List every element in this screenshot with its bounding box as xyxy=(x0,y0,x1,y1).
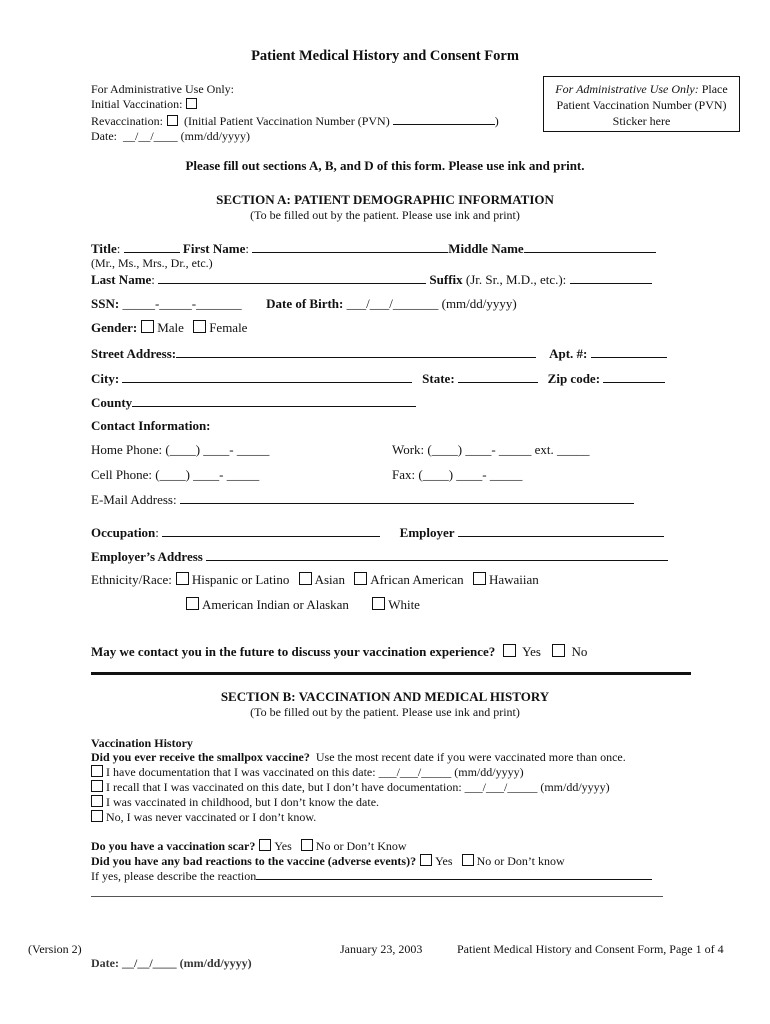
option-never: No, I was never vaccinated or I don’t know. xyxy=(91,810,610,825)
male-checkbox[interactable] xyxy=(141,320,154,333)
apt-field[interactable] xyxy=(591,345,667,358)
employer-field[interactable] xyxy=(458,524,664,537)
footer-date: January 23, 2003 xyxy=(340,942,423,956)
reaction-yes-checkbox[interactable] xyxy=(420,854,432,866)
state-field[interactable] xyxy=(458,370,538,383)
employer-address-row: Employer’s Address xyxy=(91,548,668,565)
dob-field[interactable]: ___/___/_______ xyxy=(346,296,439,311)
city-field[interactable] xyxy=(122,370,412,383)
vaccination-history-label: Vaccination History xyxy=(91,736,193,750)
hawaiian-checkbox[interactable] xyxy=(473,572,486,585)
option-childhood: I was vaccinated in childhood, but I don’t know the date. xyxy=(91,795,610,810)
received-question: Did you ever receive the smallpox vaccine? Use the most recent date if you were vaccinated more than once. xyxy=(91,750,626,764)
admin-date-field[interactable]: __/__/____ xyxy=(123,129,178,143)
scar-no-checkbox[interactable] xyxy=(301,839,313,851)
admin-block xyxy=(91,82,499,144)
female-checkbox[interactable] xyxy=(193,320,206,333)
street-field[interactable] xyxy=(176,345,536,358)
occupation-field[interactable] xyxy=(162,524,380,537)
admin-date-row: Date: __/__/____ (mm/dd/yyyy) xyxy=(91,129,250,143)
last-name-field[interactable] xyxy=(158,271,426,284)
initial-vaccination-row: Initial Vaccination: xyxy=(91,97,499,112)
ssn-dob-row: SSN: _____-_____-_______ Date of Birth: ___/___/_______ (mm/dd/yyyy) xyxy=(91,296,517,311)
suffix-field[interactable] xyxy=(570,271,652,284)
american-indian-checkbox[interactable] xyxy=(186,597,199,610)
county-field[interactable] xyxy=(132,394,416,407)
describe-row: If yes, please describe the reaction xyxy=(91,869,652,884)
contact-heading: Contact Information: xyxy=(91,418,211,433)
african-american-checkbox[interactable] xyxy=(354,572,367,585)
title-field[interactable] xyxy=(124,240,180,253)
ethnicity-row: Ethnicity/Race: Hispanic or Latino Asian African American Hawaiian xyxy=(91,572,539,587)
cell-phone-field[interactable]: Cell Phone: (____) ____- _____ xyxy=(91,467,260,482)
recall-checkbox[interactable] xyxy=(91,780,103,792)
reaction-question-row: Did you have any bad reactions to the vaccine (adverse events)? Yes No or Don’t know xyxy=(91,854,565,868)
scar-question-row: Do you have a vaccination scar? Yes No or Don’t Know xyxy=(91,839,407,853)
reaction-description-field[interactable] xyxy=(256,869,652,880)
scar-yes-checkbox[interactable] xyxy=(259,839,271,851)
vaccination-options xyxy=(91,765,610,825)
revaccination-checkbox[interactable] xyxy=(167,115,178,126)
work-phone-field[interactable]: Work: (____) ____- _____ ext. _____ xyxy=(392,442,590,457)
ethnicity-row-2: American Indian or Alaskan White xyxy=(182,597,420,613)
section-a-subheading: (To be filled out by the patient. Please use ink and print) xyxy=(250,208,520,222)
name-row: Title: First Name: Middle Name xyxy=(91,240,656,257)
white-checkbox[interactable] xyxy=(372,597,385,610)
instructions: Please fill out sections A, B, and D of this form. Please use ink and print. xyxy=(185,158,585,173)
home-phone-field[interactable]: Home Phone: (____) ____- _____ xyxy=(91,442,270,457)
footer-page: Patient Medical History and Consent Form, Page 1 of 4 xyxy=(457,942,724,956)
childhood-checkbox[interactable] xyxy=(91,795,103,807)
option-documented: I have documentation that I was vaccinated on this date: ___/___/_____ (mm/dd/yyyy) xyxy=(91,765,610,780)
section-divider xyxy=(91,672,691,675)
middle-name-field[interactable] xyxy=(524,240,656,253)
street-row: Street Address: Apt. #: xyxy=(91,345,667,362)
overflow-date-text: Date: __/__/____ (mm/dd/yyyy) xyxy=(91,959,252,970)
footer-version: (Version 2) xyxy=(28,942,82,956)
email-field[interactable] xyxy=(180,491,634,504)
title-hint: (Mr., Ms., Mrs., Dr., etc.) xyxy=(91,256,213,270)
county-row: County xyxy=(91,394,416,411)
never-checkbox[interactable] xyxy=(91,810,103,822)
initial-vaccination-checkbox[interactable] xyxy=(186,98,197,109)
employer-address-field[interactable] xyxy=(206,548,668,561)
section-a-heading: SECTION A: PATIENT DEMOGRAPHIC INFORMATION xyxy=(216,192,554,207)
page-title: Patient Medical History and Consent Form xyxy=(251,48,519,64)
first-name-field[interactable] xyxy=(252,240,448,253)
section-b-subheading: (To be filled out by the patient. Please use ink and print) xyxy=(250,705,520,719)
hispanic-checkbox[interactable] xyxy=(176,572,189,585)
ssn-field[interactable]: _____-_____-_______ xyxy=(122,296,242,311)
email-row: E-Mail Address: xyxy=(91,491,634,508)
reaction-description-line-2[interactable] xyxy=(91,896,663,897)
revaccination-row: Revaccination: (Initial Patient Vaccination Number (PVN) ) xyxy=(91,114,499,128)
fax-field[interactable]: Fax: (____) ____- _____ xyxy=(392,467,523,482)
city-row: City: State: Zip code: xyxy=(91,370,665,387)
pvn-sticker-box: For Administrative Use Only: Place Patient Vaccination Number (PVN) Sticker here xyxy=(543,76,740,132)
contact-question-row: May we contact you in the future to discuss your vaccination experience? Yes No xyxy=(91,644,588,659)
documented-checkbox[interactable] xyxy=(91,765,103,777)
gender-row: Gender: Male Female xyxy=(91,320,248,335)
last-name-row: Last Name: Suffix (Jr. Sr., M.D., etc.): xyxy=(91,271,652,288)
contact-yes-checkbox[interactable] xyxy=(503,644,516,657)
zip-field[interactable] xyxy=(603,370,665,383)
pvn-field[interactable] xyxy=(393,112,495,125)
asian-checkbox[interactable] xyxy=(299,572,312,585)
contact-no-checkbox[interactable] xyxy=(552,644,565,657)
section-b-heading: SECTION B: VACCINATION AND MEDICAL HISTORY xyxy=(220,689,550,704)
reaction-no-checkbox[interactable] xyxy=(462,854,474,866)
option-recall: I recall that I was vaccinated on this date, but I don’t have documentation: ___/___/_____ (mm/dd/yyyy) xyxy=(91,780,610,795)
admin-header: For Administrative Use Only: xyxy=(91,82,234,96)
occupation-row: Occupation: Employer xyxy=(91,524,664,541)
